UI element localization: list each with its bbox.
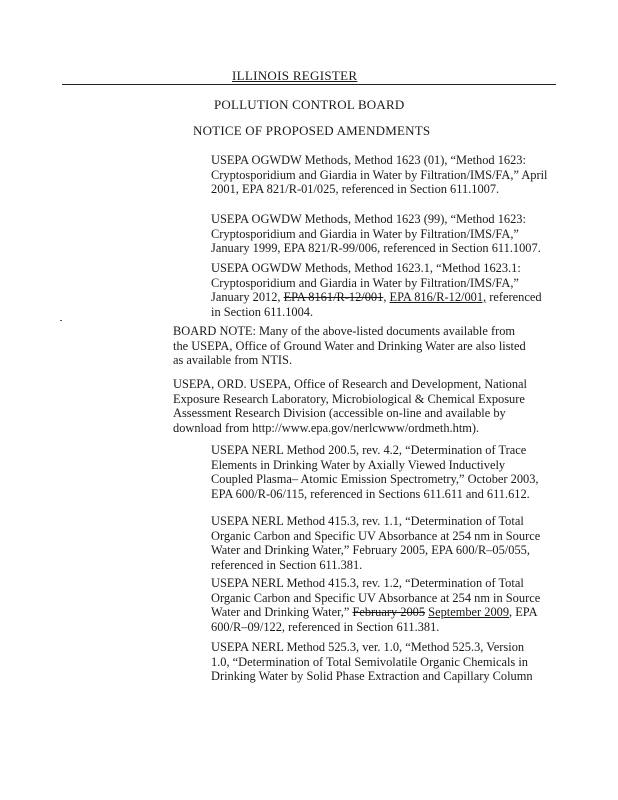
nerl-method-415-3-r12: USEPA NERL Method 415.3, rev. 1.2, “Determination of Total Organic Carbon and Specific UV Absorbance at 254 nm in Source Water and Drinking Water,” February 2005 September 2009, EPA 600/R–09/122, referenced in Section 611.381. [211,576,541,634]
ord-paragraph: USEPA, ORD. USEPA, Office of Research and Development, National Exposure Research Laboratory, Microbiological & Chemical Exposure Assessment Research Division (accessible on-line and available by download from http://www.epa.gov/nerlcwww/ordmeth.htm). [173,377,528,435]
nerl-method-525-3: USEPA NERL Method 525.3, ver. 1.0, “Method 525.3, Version 1.0, “Determination of Total Semivolatile Organic Chemicals in Drinking Water by Solid Phase Extraction and Capillary Column [211,640,533,684]
struck-text: February 2005 [352,605,426,620]
notice-title: NOTICE OF PROPOSED AMENDMENTS [193,123,431,138]
scan-speck [60,320,62,321]
board-title: POLLUTION CONTROL BOARD [214,97,405,112]
header-rule [62,84,556,85]
method-entry-1623-1: USEPA OGWDW Methods, Method 1623.1, “Method 1623.1: Cryptosporidium and Giardia in Water by Filtration/IMS/FA,” January 2012, EPA 8161/R-12/001, EPA 816/R-12/001, referenced in Section 611.1004. [211,261,542,319]
board-note: BOARD NOTE: Many of the above-listed documents available from the USEPA, Office of Ground Water and Drinking Water are also listed as available from NTIS. [173,324,526,368]
nerl-method-200-5: USEPA NERL Method 200.5, rev. 4.2, “Determination of Trace Elements in Drinking Water by Axially Viewed Inductively Coupled Plasma– Atomic Emission Spectrometry,” October 2003, EPA 600/R-06/115, referenced in Sections 611.611 and 611.612. [211,443,539,501]
method-entry-1623-99: USEPA OGWDW Methods, Method 1623 (99), “Method 1623: Cryptosporidium and Giardia in Water by Filtration/IMS/FA,” January 1999, EPA 821/R-99/006, referenced in Section 611.1007. [211,212,541,256]
inserted-text: September 2009 [428,605,510,620]
struck-text: EPA 8161/R-12/001 [283,290,384,305]
inserted-text: EPA 816/R-12/001, [389,290,487,305]
register-title: ILLINOIS REGISTER [232,68,358,83]
method-entry-1623-01: USEPA OGWDW Methods, Method 1623 (01), “Method 1623: Cryptosporidium and Giardia in Water by Filtration/IMS/FA,” April 2001, EPA 821/R-01/025, referenced in Section 611.1007. [211,153,548,197]
nerl-method-415-3-r11: USEPA NERL Method 415.3, rev. 1.1, “Determination of Total Organic Carbon and Specific UV Absorbance at 254 nm in Source Water and Drinking Water,” February 2005, EPA 600/R–05/055, referenced in Section 611.381. [211,514,541,572]
